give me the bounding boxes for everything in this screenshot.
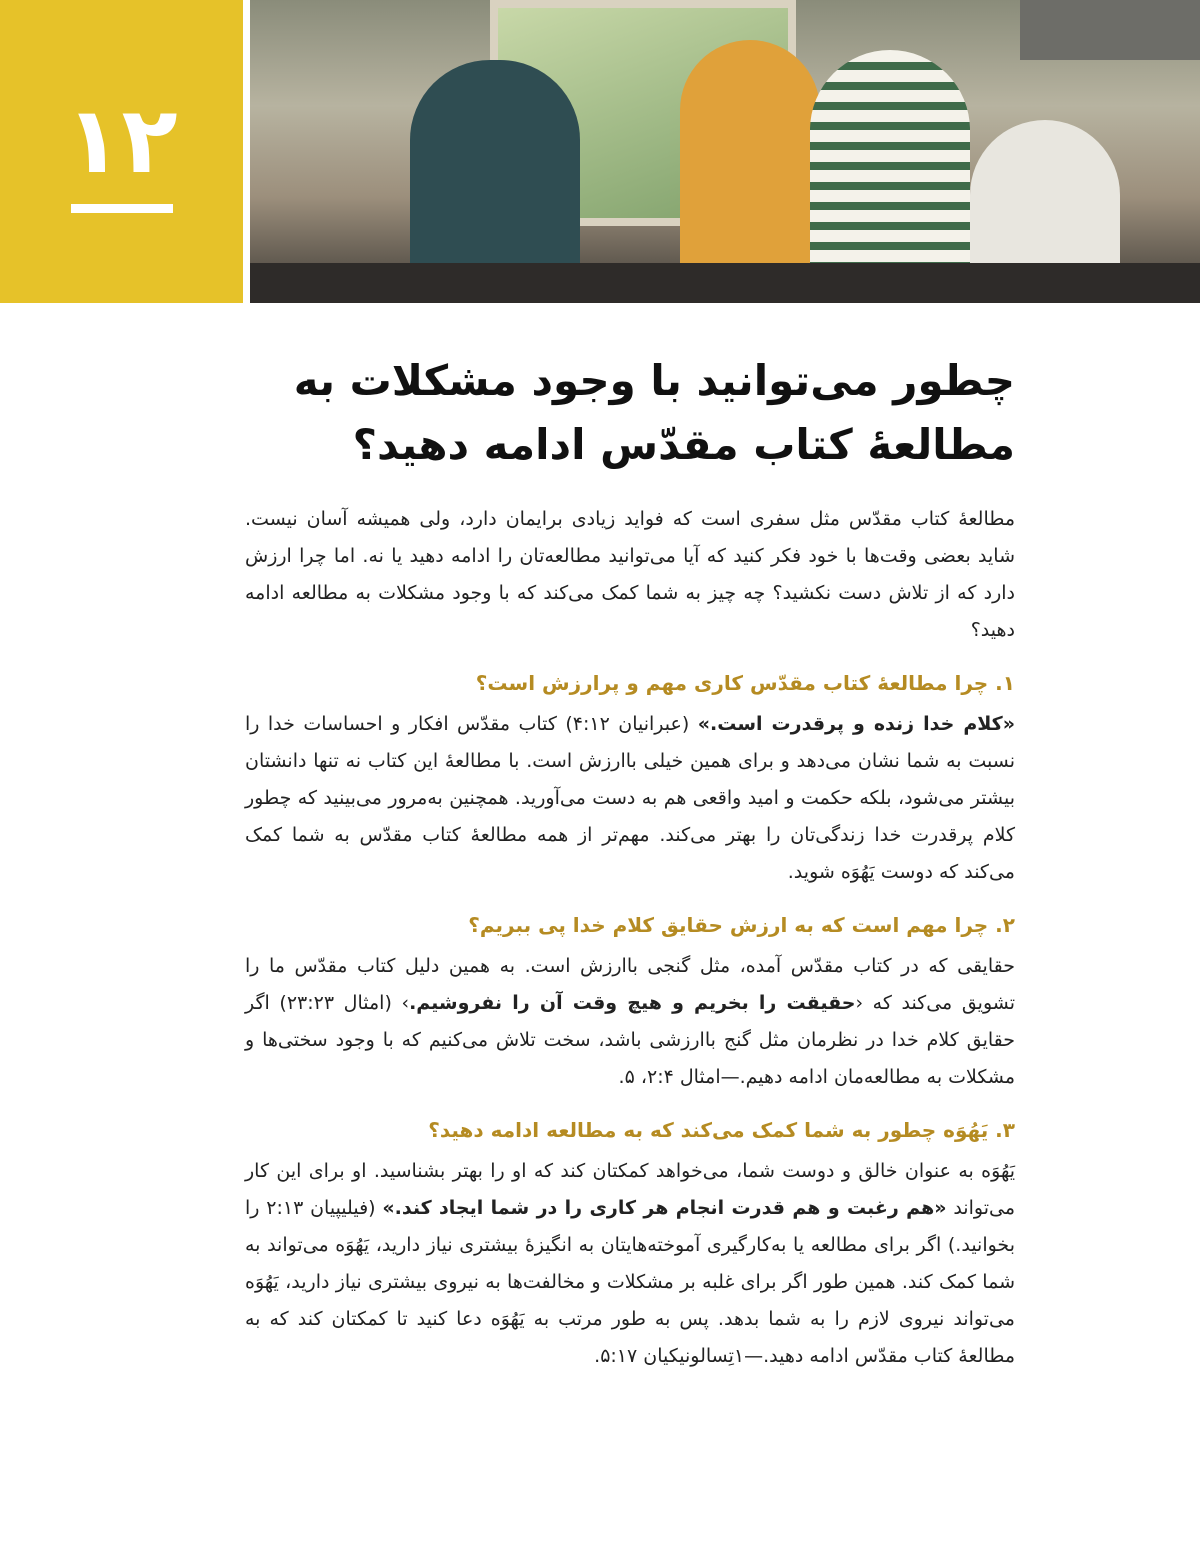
- scripture-quote: حقیقت را بخریم و هیچ وقت آن را نفروشیم.: [409, 992, 856, 1014]
- header-photo: [250, 0, 1200, 303]
- scripture-quote: «کلام خدا زنده و پرقدرت است.»: [697, 713, 1015, 735]
- photo-cabinet: [1020, 0, 1200, 60]
- section-3: [245, 1112, 1015, 1375]
- lesson-number-underline: [71, 204, 173, 213]
- body-text: › (امثال ۲۳:۲۳) اگر حقایق کلام خدا در نظرمان مثل گنج باارزشی باشد، سخت تلاش می‌کنیم که با وجود سختی‌ها و مشکلات به مطالعه‌مان ادامه دهیم.—امثال ۲:۴، ۵.: [245, 992, 1015, 1088]
- body-text: حقایقی که در کتاب مقدّس آمده، مثل گنجی باارزش است. به همین دلیل کتاب مقدّس ما را تشویق می‌کند که ‹: [245, 955, 1016, 1014]
- scripture-quote: «هم رغبت و هم قدرت انجام هر کاری را در شما ایجاد کند.»: [382, 1197, 947, 1219]
- intro-paragraph: [245, 501, 1015, 649]
- body-text: (فیلیپیان ۲:۱۳ را بخوانید.) اگر برای مطالعه یا به‌کارگیری آموخته‌هایتان به انگیزهٔ بیشتری نیاز دارید، یَهُوَه می‌تواند به شما کمک کند. همین طور اگر برای غلبه بر مشکلات و مخالفت‌ها به نیروی بیشتری نیاز دارید، یَهُوَه می‌تواند نیروی لازم را به شما بدهد. پس به طور مرتب به یَهُوَه دعا کنید تا کمکتان کند که به مطالعهٔ کتاب مقدّس ادامه دهید.—۱تِسالونیکیان ۵:۱۷.: [245, 1197, 1015, 1367]
- body-text: (عبرانیان ۴:۱۲) کتاب مقدّس افکار و احساسات خدا را نسبت به شما نشان می‌دهد و برای همین خیلی باارزش است. با مطالعهٔ این کتاب نه تنها دانشتان بیشتر می‌شود، بلکه حکمت و امید واقعی هم به دست می‌آورید. همچنین به‌مرور می‌بینید که چطور کلام پرقدرت خدا زندگی‌تان را بهتر می‌کند. مهم‌تر از همه مطالعهٔ کتاب مقدّس به شما کمک می‌کند که دوست یَهُوَه شوید.: [245, 713, 1015, 883]
- article: [245, 349, 1015, 1375]
- section-2: [245, 907, 1015, 1096]
- section-1: [245, 665, 1015, 891]
- section-heading: ۲. چرا مهم است که به ارزش حقایق کلام خدا پی ببریم؟: [468, 913, 1015, 937]
- section-body: [245, 948, 1015, 1096]
- photo-person-girl: [680, 40, 820, 280]
- section-heading: ۳. یَهُوَه چطور به شما کمک می‌کند که به مطالعه ادامه دهید؟: [428, 1118, 1015, 1142]
- photo-table: [250, 263, 1200, 303]
- page-header: [0, 0, 1200, 303]
- lesson-number: ۱۲: [65, 87, 178, 194]
- page-title: چطور می‌توانید با وجود مشکلات به مطالعهٔ کتاب مقدّس ادامه دهید؟: [293, 356, 1015, 469]
- lesson-number-badge: [0, 0, 243, 303]
- body-text: یَهُوَه به عنوان خالق و دوست شما، می‌خواهد کمکتان کند که او را بهتر بشناسید. او برای این کار می‌تواند: [245, 1160, 1015, 1219]
- section-body: [245, 706, 1015, 891]
- section-heading: ۱. چرا مطالعهٔ کتاب مقدّس کاری مهم و پرارزش است؟: [475, 671, 1015, 695]
- section-body: [245, 1153, 1015, 1375]
- intro-text: مطالعهٔ کتاب مقدّس مثل سفری است که فواید زیادی برایمان دارد، ولی همیشه آسان نیست. شاید بعضی وقت‌ها با خود فکر کنید که آیا می‌توانید مطالعه‌تان را ادامه دهید یا نه. اما چرا ارزش دارد که از تلاش دست نکشید؟ چه چیز به شما کمک می‌کند که با وجود مشکلات به مطالعه ادامه دهید؟: [245, 508, 1015, 641]
